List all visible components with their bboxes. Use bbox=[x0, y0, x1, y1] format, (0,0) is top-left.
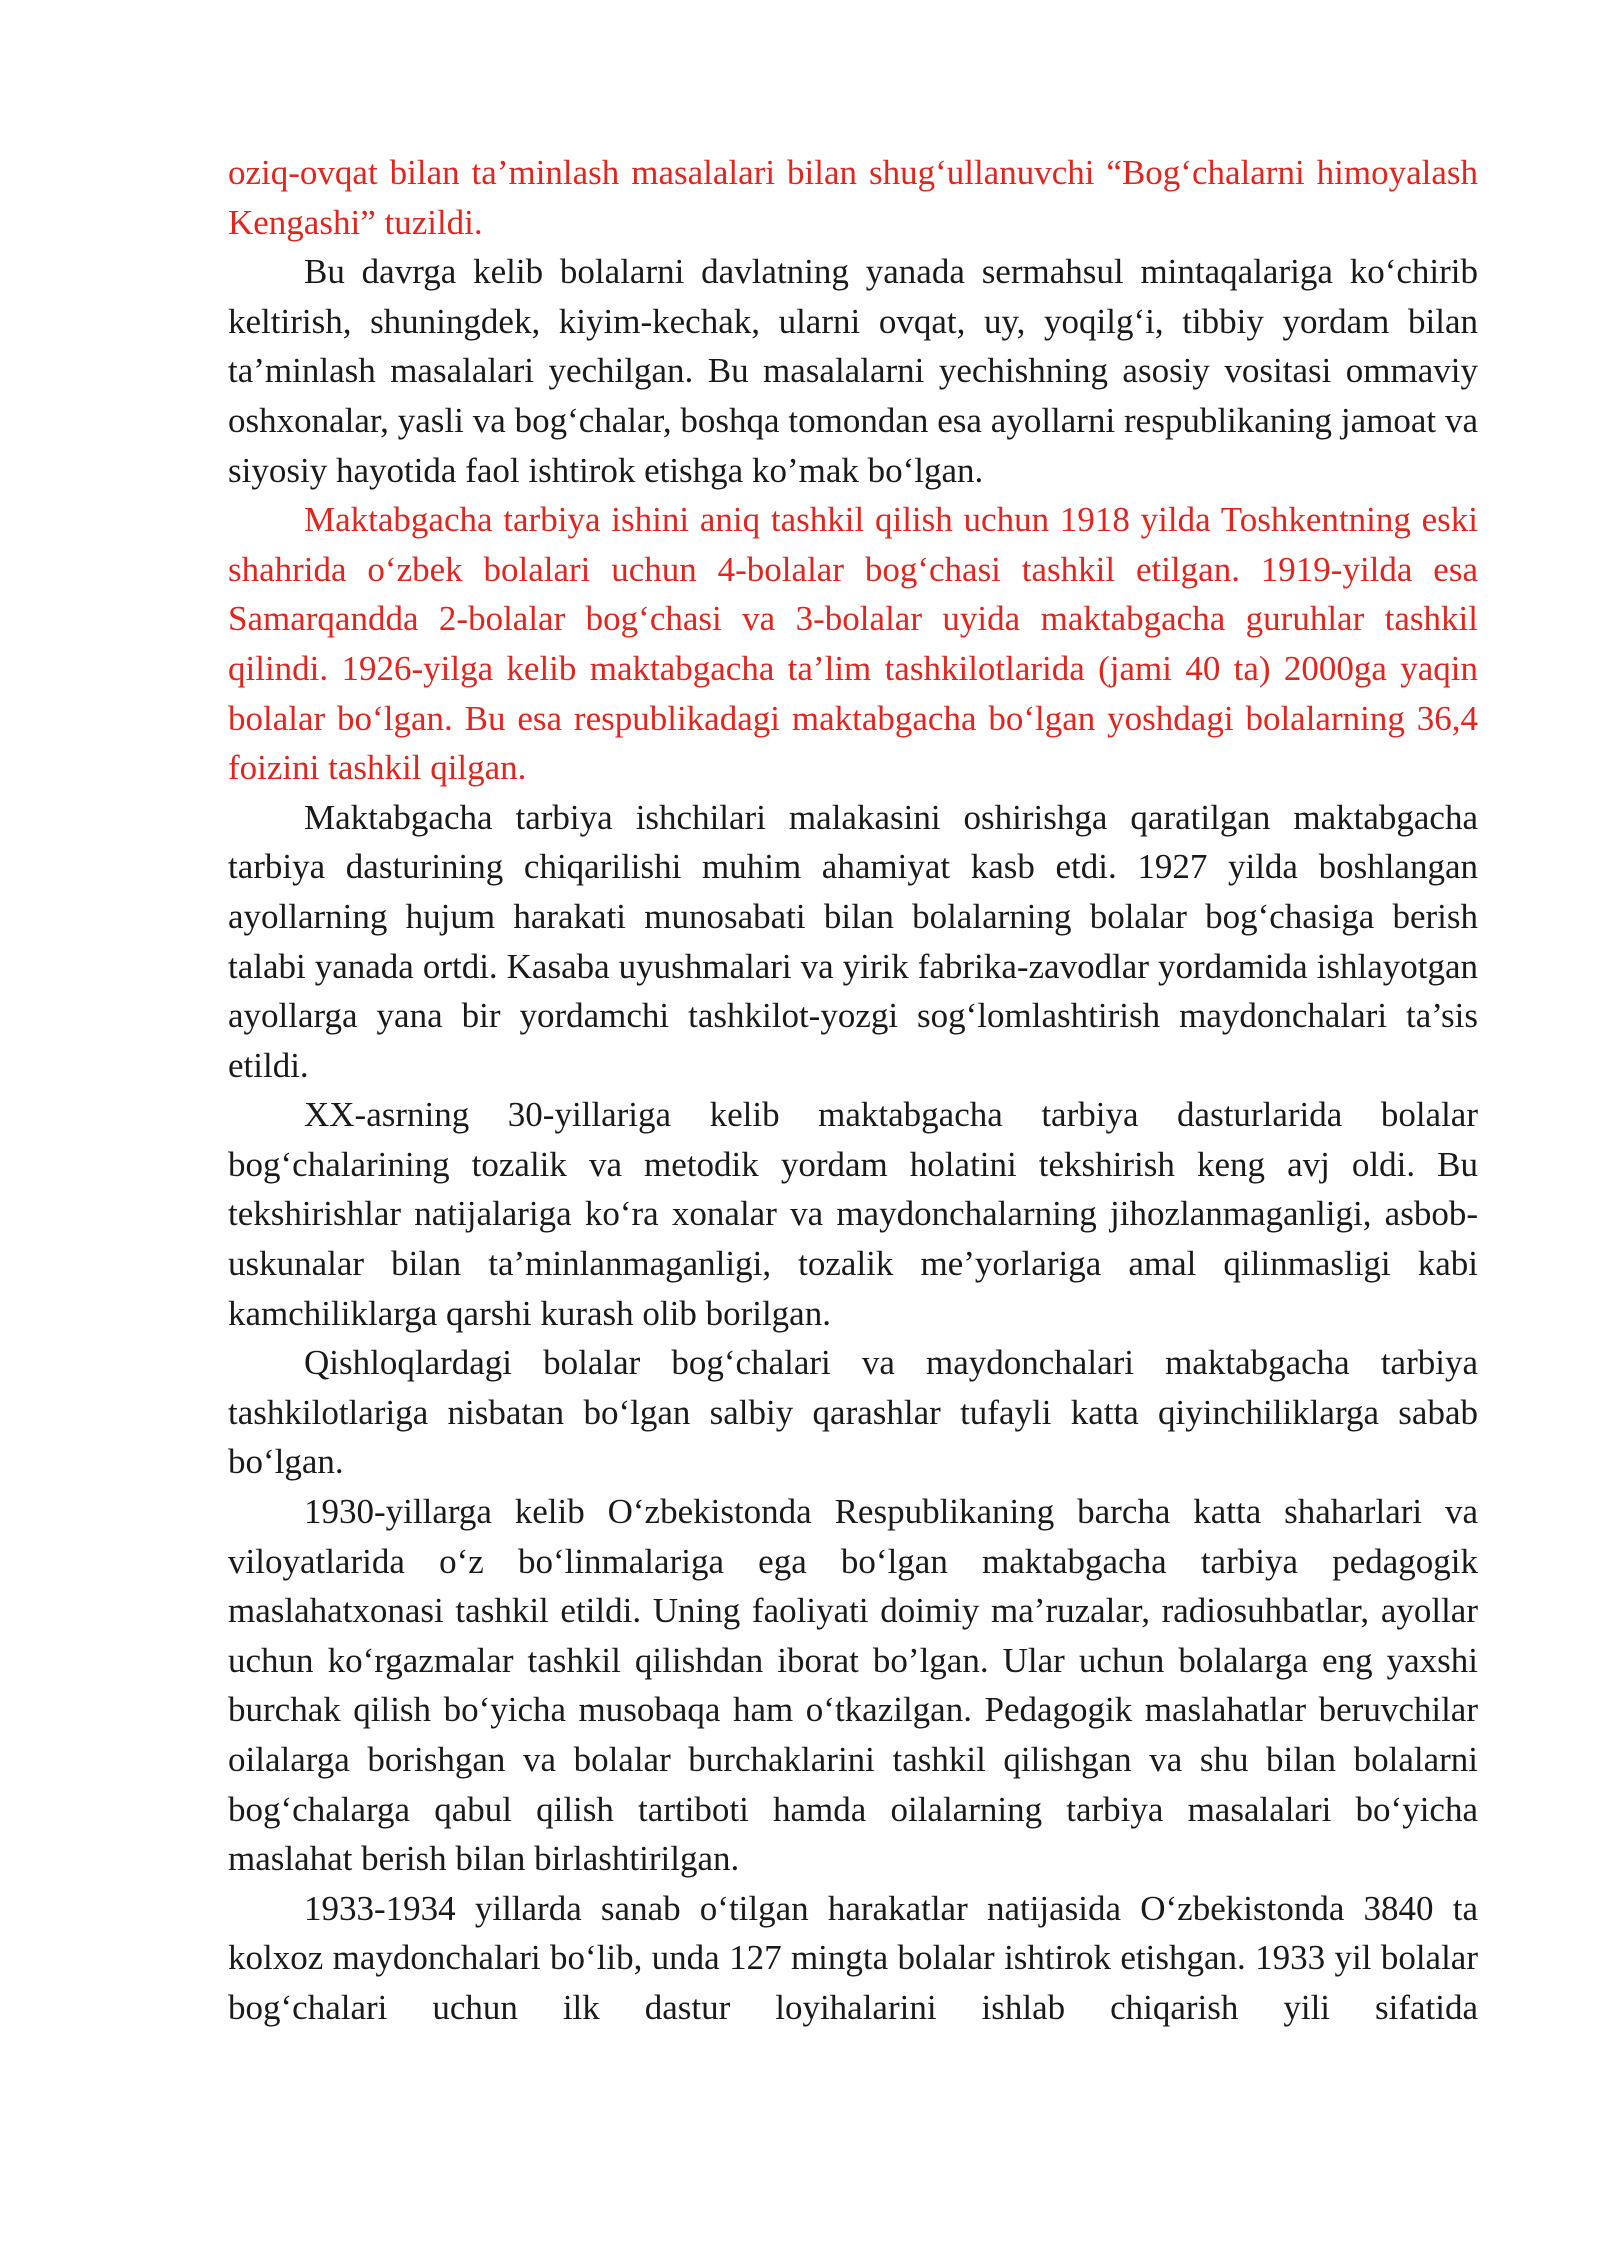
paragraph: 1930-yillarga kelib O‘zbekistonda Respublikaning barcha katta shaharlari va viloyatlarida o‘z bo‘linmalariga ega bo‘lgan maktabgacha tarbiya pedagogik maslahatxonasi tashkil etildi. Uning faoliyati doimiy ma’ruzalar, radiosuhbatlar, ayollar uchun ko‘rgazmalar tashkil qilishdan iborat bo’lgan. Ular uchun bolalarga eng yaxshi burchak qilish bo‘yicha musobaqa ham o‘tkazilgan. Pedagogik maslahatlar beruvchilar oilalarga borishgan va bolalar burchaklarini tashkil qilishgan va shu bilan bolalarni bog‘chalarga qabul qilish tartiboti hamda oilalarning tarbiya masalalari bo‘yicha maslahat berish bilan birlashtirilgan. bbox=[228, 1492, 1478, 1879]
paragraph: Bu davrga kelib bolalarni davlatning yanada sermahsul mintaqalariga ko‘chirib keltirish, shuningdek, kiyim-kechak, ularni ovqat, uy, yoqilg‘i, tibbiy yordam bilan ta’minlash masalalari yechilgan. Bu masalalarni yechishning asosiy vositasi ommaviy oshxonalar, yasli va bog‘chalar, boshqa tomondan esa ayollarni respublikaning jamoat va siyosiy hayotida faol ishtirok etishga ko’mak bo‘lgan. bbox=[228, 252, 1478, 490]
paragraph-highlighted: Maktabgacha tarbiya ishini aniq tashkil qilish uchun 1918 yilda Toshkentning eski shahrida o‘zbek bolalari uchun 4-bolalar bog‘chasi tashkil etilgan. 1919-yilda esa Samarqandda 2-bolalar bog‘chasi va 3-bolalar uyida maktabgacha guruhlar tashkil qilindi. 1926-yilga kelib maktabgacha ta’lim tashkilotlarida (jami 40 ta) 2000ga yaqin bolalar bo‘lgan. Bu esa respublikadagi maktabgacha bo‘lgan yoshdagi bolalarning 36,4 foizini tashkil qilgan. bbox=[228, 500, 1478, 788]
paragraph: XX-asrning 30-yillariga kelib maktabgacha tarbiya dasturlarida bolalar bog‘chalarining tozalik va metodik yordam holatini tekshirish keng avj oldi. Bu tekshirishlar natijalariga ko‘ra xonalar va maydonchalarning jihozlanmaganligi, asbob-uskunalar bilan ta’minlanmaganligi, tozalik me’yorlariga amal qilinmasligi kabi kamchiliklarga qarshi kurash olib borilgan. bbox=[228, 1095, 1478, 1333]
paragraph: Maktabgacha tarbiya ishchilari malakasini oshirishga qaratilgan maktabgacha tarbiya dasturining chiqarilishi muhim ahamiyat kasb etdi. 1927 yilda boshlangan ayollarning hujum harakati munosabati bilan bolalarning bolalar bog‘chasiga berish talabi yanada ortdi. Kasaba uyushmalari va yirik fabrika-zavodlar yordamida ishlayotgan ayollarga yana bir yordamchi tashkilot-yozgi sog‘lomlashtirish maydonchalari ta’sis etildi. bbox=[228, 797, 1478, 1085]
paragraph: Qishloqlardagi bolalar bog‘chalari va maydonchalari maktabgacha tarbiya tashkilotlariga nisbatan bo‘lgan salbiy qarashlar tufayli katta qiyinchiliklarga sabab bo‘lgan. bbox=[228, 1343, 1478, 1482]
paragraph-continuation: oziq-ovqat bilan ta’minlash masalalari bilan shug‘ullanuvchi “Bog‘chalarni himoyalash Kengashi” tuzildi. bbox=[228, 153, 1478, 242]
document-page bbox=[228, 148, 1478, 2033]
paragraph-continues-next-page: 1933-1934 yillarda sanab o‘tilgan harakatlar natijasida O‘zbekistonda 3840 ta kolxoz maydonchalari bo‘lib, unda 127 mingta bolalar ishtirok etishgan. 1933 yil bolalar bog‘chalari uchun ilk dastur loyihalarini ishlab chiqarish yili sifatida bbox=[228, 1888, 1478, 2027]
